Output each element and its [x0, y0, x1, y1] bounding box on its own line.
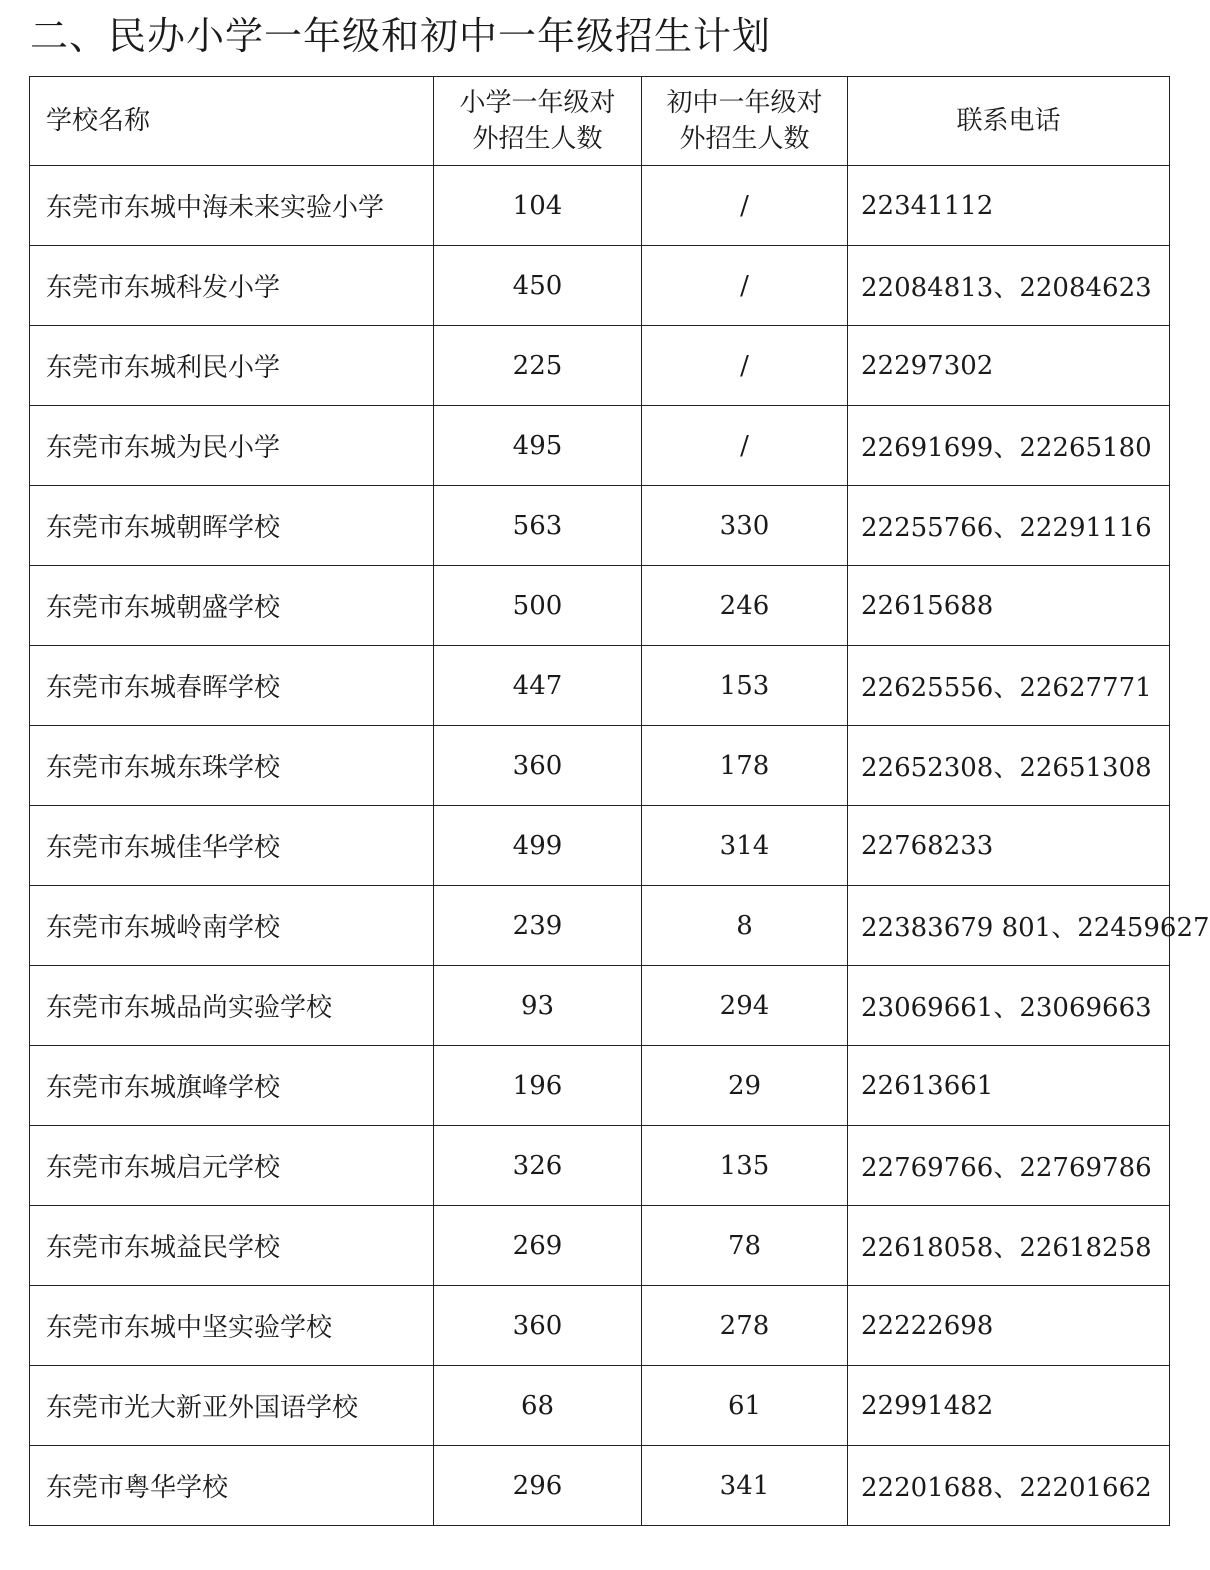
cell-primary-enrollment: 68: [434, 1366, 642, 1446]
cell-junior-enrollment: 314: [642, 806, 848, 886]
cell-junior-enrollment: 61: [642, 1366, 848, 1446]
cell-school-name: 东莞市东城朝晖学校: [30, 486, 434, 566]
cell-school-name: 东莞市粤华学校: [30, 1446, 434, 1526]
cell-junior-enrollment: 178: [642, 726, 848, 806]
cell-school-name: 东莞市东城春晖学校: [30, 646, 434, 726]
cell-junior-enrollment: 8: [642, 886, 848, 966]
cell-phone: 22613661: [848, 1046, 1170, 1126]
cell-junior-enrollment: /: [642, 166, 848, 246]
cell-junior-enrollment: 294: [642, 966, 848, 1046]
table-row: [30, 886, 1170, 966]
cell-phone: 22768233: [848, 806, 1170, 886]
table-header-row: [30, 77, 1170, 166]
enrollment-table: [29, 76, 1210, 1526]
cell-school-name: 东莞市东城启元学校: [30, 1126, 434, 1206]
cell-junior-enrollment: /: [642, 406, 848, 486]
cell-phone: 22691699、22265180: [848, 406, 1170, 486]
cell-junior-enrollment: /: [642, 246, 848, 326]
cell-primary-enrollment: 360: [434, 726, 642, 806]
cell-junior-enrollment: 246: [642, 566, 848, 646]
cell-phone: 22615688: [848, 566, 1170, 646]
table-row: [30, 646, 1170, 726]
cell-primary-enrollment: 495: [434, 406, 642, 486]
header-phone: 联系电话: [848, 77, 1170, 166]
cell-junior-enrollment: 78: [642, 1206, 848, 1286]
table-row: [30, 166, 1170, 246]
header-primary-enrollment: [434, 77, 642, 166]
cell-phone: 22625556、22627771: [848, 646, 1170, 726]
cell-phone: 22297302: [848, 326, 1170, 406]
cell-phone: 22991482: [848, 1366, 1170, 1446]
cell-primary-enrollment: 104: [434, 166, 642, 246]
cell-school-name: 东莞市东城益民学校: [30, 1206, 434, 1286]
table-row: [30, 566, 1170, 646]
cell-phone: 22222698: [848, 1286, 1170, 1366]
cell-primary-enrollment: 269: [434, 1206, 642, 1286]
cell-junior-enrollment: 135: [642, 1126, 848, 1206]
cell-junior-enrollment: 341: [642, 1446, 848, 1526]
cell-school-name: 东莞市光大新亚外国语学校: [30, 1366, 434, 1446]
header-primary-line1: 小学一年级对: [459, 88, 616, 118]
cell-school-name: 东莞市东城朝盛学校: [30, 566, 434, 646]
cell-primary-enrollment: 225: [434, 326, 642, 406]
cell-school-name: 东莞市东城品尚实验学校: [30, 966, 434, 1046]
page-title: 二、民办小学一年级和初中一年级招生计划: [30, 14, 772, 58]
table-row: [30, 1206, 1170, 1286]
cell-school-name: 东莞市东城东珠学校: [30, 726, 434, 806]
cell-junior-enrollment: 153: [642, 646, 848, 726]
cell-school-name: 东莞市东城利民小学: [30, 326, 434, 406]
table-body: [30, 166, 1210, 1526]
header-junior-enrollment: [642, 77, 848, 166]
cell-junior-enrollment: 330: [642, 486, 848, 566]
header-primary-line2: 外招生人数: [472, 124, 603, 154]
cell-primary-enrollment: 239: [434, 886, 642, 966]
cell-primary-enrollment: 326: [434, 1126, 642, 1206]
cell-primary-enrollment: 296: [434, 1446, 642, 1526]
cell-phone: 22383679 801、22459627: [848, 886, 1170, 966]
cell-junior-enrollment: 29: [642, 1046, 848, 1126]
header-junior-line2: 外招生人数: [679, 124, 810, 154]
cell-primary-enrollment: 93: [434, 966, 642, 1046]
cell-primary-enrollment: 447: [434, 646, 642, 726]
table-row: [30, 806, 1170, 886]
cell-primary-enrollment: 499: [434, 806, 642, 886]
table-row: [30, 1366, 1170, 1446]
table-row: [30, 1286, 1170, 1366]
table-row: [30, 1446, 1170, 1526]
cell-phone: 22084813、22084623: [848, 246, 1170, 326]
table-row: [30, 1126, 1170, 1206]
cell-primary-enrollment: 500: [434, 566, 642, 646]
table-row: [30, 326, 1170, 406]
table-row: [30, 406, 1170, 486]
table-row: [30, 246, 1170, 326]
cell-primary-enrollment: 450: [434, 246, 642, 326]
cell-school-name: 东莞市东城旗峰学校: [30, 1046, 434, 1126]
table-row: [30, 966, 1170, 1046]
cell-phone: 22201688、22201662: [848, 1446, 1170, 1526]
cell-phone: 22255766、22291116: [848, 486, 1170, 566]
table-row: [30, 726, 1170, 806]
cell-junior-enrollment: 278: [642, 1286, 848, 1366]
cell-phone: 22618058、22618258: [848, 1206, 1170, 1286]
header-junior-line1: 初中一年级对: [666, 88, 823, 118]
cell-primary-enrollment: 196: [434, 1046, 642, 1126]
header-school-name: 学校名称: [30, 77, 434, 166]
cell-primary-enrollment: 563: [434, 486, 642, 566]
cell-phone: 22341112: [848, 166, 1170, 246]
cell-school-name: 东莞市东城佳华学校: [30, 806, 434, 886]
table-row: [30, 486, 1170, 566]
table-row: [30, 1046, 1170, 1126]
cell-phone: 22769766、22769786: [848, 1126, 1170, 1206]
cell-phone: 23069661、23069663: [848, 966, 1170, 1046]
cell-phone: 22652308、22651308: [848, 726, 1170, 806]
cell-school-name: 东莞市东城中海未来实验小学: [30, 166, 434, 246]
cell-junior-enrollment: /: [642, 326, 848, 406]
cell-school-name: 东莞市东城为民小学: [30, 406, 434, 486]
cell-primary-enrollment: 360: [434, 1286, 642, 1366]
cell-school-name: 东莞市东城科发小学: [30, 246, 434, 326]
cell-school-name: 东莞市东城岭南学校: [30, 886, 434, 966]
cell-school-name: 东莞市东城中坚实验学校: [30, 1286, 434, 1366]
